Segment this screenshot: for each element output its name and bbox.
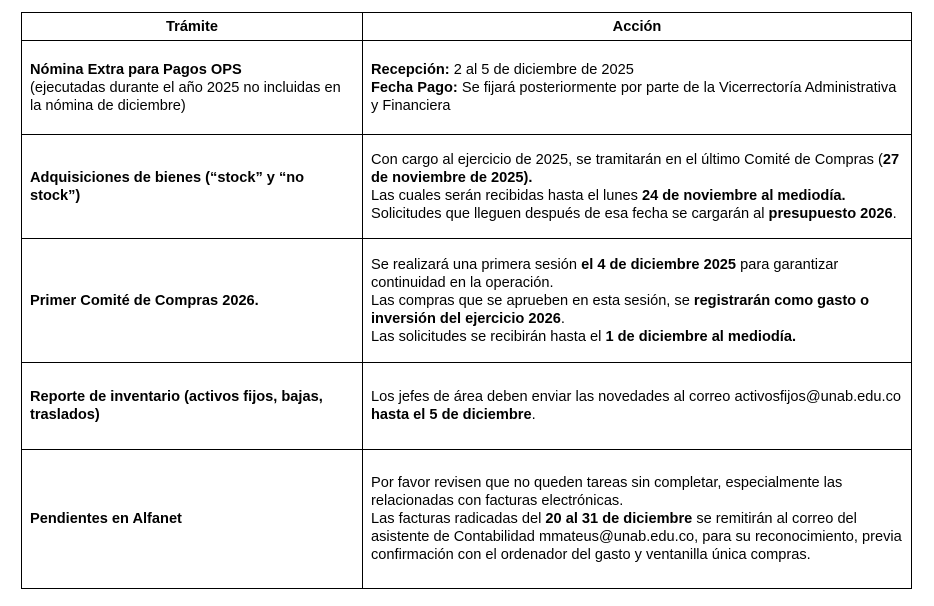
accion-text: . <box>892 205 897 222</box>
table-row <box>22 135 912 239</box>
tramite-title: Nómina Extra para Pagos OPS <box>30 61 242 78</box>
tramite-title: Primer Comité de Compras 2026. <box>30 292 259 309</box>
accion-cell <box>363 450 912 589</box>
accion-cell <box>363 363 912 450</box>
accion-text: Solicitudes que lleguen después de esa fecha se cargarán al <box>371 205 769 222</box>
fecha-pago-value: Se fijará posteriormente por parte de la Vicerrectoría Administrativa y Financiera <box>371 79 897 114</box>
tramite-cell <box>22 363 363 450</box>
accion-text: Las cuales serán recibidas hasta el lunes <box>371 187 642 204</box>
accion-text: . <box>531 407 536 423</box>
table-row <box>22 41 912 135</box>
accion-text: para garantizar continuidad en la operación. <box>371 256 839 291</box>
accion-text: Los jefes de área deben enviar las novedades al correo activosfijos@unab.edu.co <box>371 389 901 405</box>
header-accion: Acción <box>363 13 912 41</box>
accion-text: se remitirán al correo del asistente de Contabilidad mmateus@unab.edu.co, para su reconocimiento, previa confirmación con el ordenador del gasto y ventanilla única compras. <box>371 511 902 563</box>
header-tramite: Trámite <box>22 13 363 41</box>
tramite-note: (ejecutadas durante el año 2025 no incluidas en la nómina de diciembre) <box>30 79 341 114</box>
accion-text: Las facturas radicadas del <box>371 511 546 527</box>
table-row <box>22 450 912 589</box>
accion-emphasis: 24 de noviembre al mediodía. <box>641 187 846 204</box>
tramite-cell <box>22 41 363 135</box>
table-header-row <box>22 13 912 41</box>
fecha-pago-label: Fecha Pago: <box>371 79 458 96</box>
accion-text: Se realizará una primera sesión <box>371 256 582 273</box>
accion-text: . <box>560 310 565 327</box>
table-row <box>22 239 912 363</box>
tramite-title: Pendientes en Alfanet <box>30 511 182 527</box>
accion-emphasis: 27 de noviembre de 2025). <box>371 151 900 186</box>
accion-cell <box>363 41 912 135</box>
accion-emphasis: registrarán como gasto o inversión del ejercicio 2026 <box>371 292 870 327</box>
recepcion-value: 2 al 5 de diciembre de 2025 <box>449 61 634 78</box>
accion-emphasis: 20 al 31 de diciembre <box>545 511 693 527</box>
accion-cell <box>363 135 912 239</box>
tramite-cell <box>22 450 363 589</box>
accion-cell <box>363 239 912 363</box>
accion-emphasis: el 4 de diciembre 2025 <box>581 256 737 273</box>
table-row <box>22 363 912 450</box>
accion-emphasis: hasta el 5 de diciembre <box>371 407 532 423</box>
procedures-table <box>21 12 912 589</box>
recepcion-label: Recepción: <box>371 61 450 78</box>
tramite-title: Adquisiciones de bienes (“stock” y “no stock”) <box>30 169 305 204</box>
tramite-title: Reporte de inventario (activos fijos, bajas, traslados) <box>30 389 323 423</box>
accion-text: Las solicitudes se recibirán hasta el <box>371 328 606 345</box>
accion-text: Por favor revisen que no queden tareas sin completar, especialmente las relacionadas con facturas electrónicas. <box>371 475 843 509</box>
accion-emphasis: 1 de diciembre al mediodía. <box>605 328 797 345</box>
accion-emphasis: presupuesto 2026 <box>768 205 893 222</box>
accion-text: Con cargo al ejercicio de 2025, se tramitarán en el último Comité de Compras ( <box>371 151 883 168</box>
accion-text: Las compras que se aprueben en esta sesión, se <box>371 292 694 309</box>
tramite-cell <box>22 239 363 363</box>
tramite-cell <box>22 135 363 239</box>
